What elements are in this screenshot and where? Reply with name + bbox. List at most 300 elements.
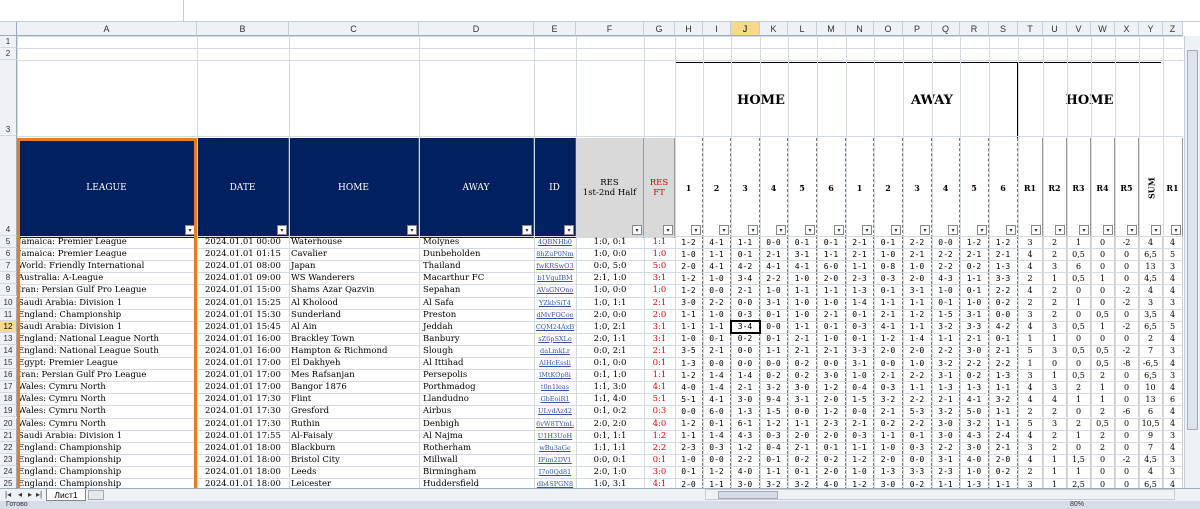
column-header-i[interactable]: I bbox=[703, 22, 731, 36]
home-score-cell[interactable]: 0-0 bbox=[703, 454, 731, 466]
away-score-cell[interactable]: 1-0 bbox=[960, 297, 989, 309]
home-score-cell[interactable]: 1-0 bbox=[760, 284, 788, 296]
away-team-cell[interactable]: Slough bbox=[423, 345, 454, 356]
rating-cell[interactable]: -2 bbox=[1115, 284, 1139, 296]
row-header-18[interactable]: 18 bbox=[0, 393, 17, 405]
home-score-cell[interactable]: 1-0 bbox=[675, 454, 703, 466]
home-score-cell[interactable]: 0-1 bbox=[760, 333, 788, 345]
date-cell[interactable]: 2024.01.01 17:30 bbox=[205, 418, 281, 429]
away-score-cell[interactable]: 3-0 bbox=[932, 430, 960, 442]
home-score-cell[interactable]: 3-5 bbox=[675, 345, 703, 357]
halves-result-cell[interactable]: 1:0, 0:1 bbox=[593, 237, 627, 247]
rating-cell[interactable]: 4,5 bbox=[1139, 272, 1163, 284]
away-score-cell[interactable]: 2-2 bbox=[903, 236, 932, 248]
away-score-cell[interactable]: 3-1 bbox=[903, 284, 932, 296]
away-score-cell[interactable]: 4-3 bbox=[960, 430, 989, 442]
fulltime-result-cell[interactable]: 3:1 bbox=[652, 273, 667, 284]
home-score-cell[interactable]: 4-1 bbox=[703, 260, 731, 272]
home-score-cell[interactable]: 1-1 bbox=[817, 284, 846, 296]
rating-cell[interactable]: 2 bbox=[1043, 297, 1067, 309]
home-score-cell[interactable]: 0-1 bbox=[817, 442, 846, 454]
away-score-cell[interactable]: 4-2 bbox=[989, 321, 1018, 333]
away-score-cell[interactable]: 2-2 bbox=[932, 248, 960, 260]
home-score-cell[interactable]: 2-0 bbox=[675, 478, 703, 488]
home-score-cell[interactable]: 1-2 bbox=[703, 466, 731, 478]
rating-cell[interactable]: 0 bbox=[1115, 430, 1139, 442]
home-score-cell[interactable]: 0-0 bbox=[731, 345, 760, 357]
rating-cell[interactable]: 13 bbox=[1139, 260, 1163, 272]
home-team-cell[interactable]: Hampton & Richmond bbox=[291, 345, 388, 356]
home-score-cell[interactable]: 4-1 bbox=[788, 260, 817, 272]
home-score-cell[interactable]: 0-0 bbox=[675, 405, 703, 417]
rating-cell[interactable]: 4 bbox=[1163, 405, 1183, 417]
home-score-cell[interactable]: 0-2 bbox=[788, 454, 817, 466]
rating-cell[interactable]: 2 bbox=[1043, 236, 1067, 248]
away-score-cell[interactable]: 1-4 bbox=[903, 333, 932, 345]
league-cell[interactable]: Iran: Persian Gulf Pro League bbox=[18, 285, 147, 296]
halves-result-cell[interactable]: 2:0, 2:0 bbox=[593, 418, 627, 429]
home-score-cell[interactable]: 0-1 bbox=[731, 248, 760, 260]
filter-dropdown-icon[interactable]: ▾ bbox=[748, 225, 758, 235]
away-score-cell[interactable]: 2-1 bbox=[932, 393, 960, 405]
league-cell[interactable]: Australia: A-League bbox=[18, 273, 104, 284]
fulltime-result-cell[interactable]: 1:1 bbox=[652, 237, 667, 247]
rating-cell[interactable]: 0 bbox=[1115, 309, 1139, 321]
match-id-link[interactable]: ULvdAz42 bbox=[537, 407, 573, 416]
fulltime-result-cell[interactable]: 1:1 bbox=[652, 370, 667, 381]
away-score-cell[interactable]: 0-0 bbox=[846, 405, 874, 417]
rating-cell[interactable]: 1 bbox=[1067, 297, 1091, 309]
rating-cell[interactable]: 2 bbox=[1018, 272, 1043, 284]
away-score-cell[interactable]: 2-1 bbox=[874, 405, 903, 417]
date-cell[interactable]: 2024.01.01 17:30 bbox=[205, 406, 281, 417]
halves-result-cell[interactable]: 2:0, 1:0 bbox=[593, 466, 627, 477]
away-team-cell[interactable]: Jeddah bbox=[423, 321, 453, 332]
match-id-link[interactable]: lMtKOp8i bbox=[539, 371, 571, 380]
fulltime-result-cell[interactable]: 0:1 bbox=[652, 454, 667, 465]
away-score-cell[interactable]: 2-1 bbox=[846, 236, 874, 248]
row-header-22[interactable]: 22 bbox=[0, 442, 17, 454]
halves-result-cell[interactable]: 0:1, 1:0 bbox=[593, 370, 627, 381]
rating-cell[interactable]: 4 bbox=[1018, 248, 1043, 260]
home-score-cell[interactable]: 1-1 bbox=[760, 466, 788, 478]
rating-cell[interactable]: 7 bbox=[1139, 442, 1163, 454]
rating-cell[interactable]: 1 bbox=[1091, 272, 1115, 284]
halves-result-cell[interactable]: 0:1, 0:0 bbox=[593, 358, 627, 368]
halves-result-cell[interactable]: 1:0, 0:0 bbox=[593, 249, 627, 260]
zoom-level[interactable]: 80% bbox=[1070, 501, 1085, 508]
away-score-cell[interactable]: 1-3 bbox=[874, 466, 903, 478]
rating-cell[interactable]: 3 bbox=[1043, 345, 1067, 357]
rating-cell[interactable]: 1 bbox=[1043, 333, 1067, 345]
rating-cell[interactable]: 2,5 bbox=[1067, 478, 1091, 488]
away-score-cell[interactable]: 1-2 bbox=[874, 333, 903, 345]
league-cell[interactable]: England: Championship bbox=[18, 454, 122, 465]
row-header-17[interactable]: 17 bbox=[0, 381, 17, 393]
away-team-cell[interactable]: Al Najma bbox=[423, 430, 463, 441]
home-score-cell[interactable]: 0-1 bbox=[760, 454, 788, 466]
league-cell[interactable]: England: Championship bbox=[18, 466, 122, 477]
rating-cell[interactable]: 1,5 bbox=[1067, 454, 1091, 466]
league-cell[interactable]: England: Championship bbox=[18, 442, 122, 453]
home-score-cell[interactable]: 2-1 bbox=[731, 284, 760, 296]
away-score-cell[interactable]: 3-0 bbox=[932, 418, 960, 430]
home-score-cell[interactable]: 3-0 bbox=[731, 478, 760, 488]
rating-cell[interactable]: 4 bbox=[1139, 284, 1163, 296]
home-score-cell[interactable]: 2-2 bbox=[760, 272, 788, 284]
home-score-cell[interactable]: 5-1 bbox=[675, 393, 703, 405]
away-score-cell[interactable]: 0-3 bbox=[846, 430, 874, 442]
away-score-cell[interactable]: 3-0 bbox=[960, 442, 989, 454]
home-team-cell[interactable]: Bristol City bbox=[291, 454, 340, 465]
away-score-cell[interactable]: 3-3 bbox=[903, 466, 932, 478]
rating-cell[interactable]: 3 bbox=[1163, 466, 1183, 478]
rating-cell[interactable]: 4 bbox=[1139, 466, 1163, 478]
rating-cell[interactable]: 4 bbox=[1163, 357, 1183, 369]
rating-cell[interactable]: 4 bbox=[1163, 442, 1183, 454]
row-header-19[interactable]: 19 bbox=[0, 405, 17, 417]
away-score-cell[interactable]: 4-1 bbox=[874, 321, 903, 333]
away-score-cell[interactable]: 2-2 bbox=[903, 418, 932, 430]
rating-cell[interactable]: 1 bbox=[1043, 454, 1067, 466]
date-cell[interactable]: 2024.01.01 01:15 bbox=[205, 249, 281, 260]
away-score-cell[interactable]: 1-2 bbox=[903, 309, 932, 321]
rating-cell[interactable]: 0 bbox=[1115, 248, 1139, 260]
away-score-cell[interactable]: 1-3 bbox=[960, 478, 989, 488]
home-score-cell[interactable]: 1-4 bbox=[703, 430, 731, 442]
rating-cell[interactable]: 0 bbox=[1067, 442, 1091, 454]
rating-cell[interactable]: 1 bbox=[1091, 381, 1115, 393]
away-score-cell[interactable]: 3-1 bbox=[846, 357, 874, 369]
away-score-cell[interactable]: 1-4 bbox=[846, 297, 874, 309]
select-all-corner[interactable] bbox=[0, 22, 17, 36]
rating-cell[interactable]: 0 bbox=[1067, 357, 1091, 369]
rating-cell[interactable]: 2 bbox=[1043, 405, 1067, 417]
rating-cell[interactable]: 6,5 bbox=[1139, 478, 1163, 488]
match-id-link[interactable]: IFim2DV1 bbox=[538, 455, 572, 464]
halves-result-cell[interactable]: 0:1, 1:1 bbox=[593, 430, 627, 441]
rating-cell[interactable]: 3 bbox=[1163, 369, 1183, 381]
home-score-cell[interactable]: 2-0 bbox=[817, 466, 846, 478]
away-score-cell[interactable]: 0-4 bbox=[846, 381, 874, 393]
match-id-link[interactable]: AlHcEssli bbox=[539, 359, 571, 367]
filter-dropdown-icon[interactable]: ▾ bbox=[1031, 225, 1041, 235]
league-cell[interactable]: Jamaica: Premier League bbox=[18, 249, 127, 260]
rating-cell[interactable]: 0 bbox=[1115, 478, 1139, 488]
match-id-link[interactable]: CQM24AxB bbox=[535, 322, 575, 331]
rating-cell[interactable]: 2 bbox=[1043, 284, 1067, 296]
filter-dropdown-icon[interactable]: ▾ bbox=[719, 225, 729, 235]
away-score-cell[interactable]: 1-2 bbox=[989, 236, 1018, 248]
away-score-cell[interactable]: 0-1 bbox=[903, 430, 932, 442]
rating-cell[interactable]: 10,5 bbox=[1139, 418, 1163, 430]
rating-cell[interactable]: 6,5 bbox=[1139, 369, 1163, 381]
home-score-cell[interactable]: 1-1 bbox=[731, 236, 760, 248]
rating-cell[interactable]: 4 bbox=[1163, 284, 1183, 296]
filter-dropdown-icon[interactable]: ▾ bbox=[891, 225, 901, 235]
away-score-cell[interactable]: 0-2 bbox=[989, 297, 1018, 309]
filter-dropdown-icon[interactable]: ▾ bbox=[862, 225, 872, 235]
home-score-cell[interactable]: 0-0 bbox=[760, 236, 788, 248]
away-score-cell[interactable]: 1-1 bbox=[932, 478, 960, 488]
fulltime-result-cell[interactable]: 2:0 bbox=[652, 309, 667, 320]
away-score-cell[interactable]: 4-1 bbox=[960, 393, 989, 405]
rating-cell[interactable]: 0,5 bbox=[1091, 418, 1115, 430]
away-score-cell[interactable]: 2-1 bbox=[960, 333, 989, 345]
home-score-cell[interactable]: 1-1 bbox=[788, 321, 817, 333]
row-header-2[interactable]: 2 bbox=[0, 48, 17, 60]
home-score-cell[interactable]: 1-1 bbox=[788, 284, 817, 296]
rating-cell[interactable]: 6 bbox=[1067, 260, 1091, 272]
fulltime-result-cell[interactable]: 0:1 bbox=[652, 358, 667, 368]
home-team-cell[interactable]: Mes Rafsanjan bbox=[291, 370, 355, 381]
row-header-7[interactable]: 7 bbox=[0, 260, 17, 272]
filter-dropdown-icon[interactable]: ▾ bbox=[407, 225, 417, 235]
row-header-6[interactable]: 6 bbox=[0, 248, 17, 260]
home-score-cell[interactable]: 0-1 bbox=[788, 466, 817, 478]
fulltime-result-cell[interactable]: 2:2 bbox=[652, 442, 667, 453]
away-score-cell[interactable]: 0-0 bbox=[989, 309, 1018, 321]
row-header-16[interactable]: 16 bbox=[0, 369, 17, 381]
rating-cell[interactable]: 0 bbox=[1067, 284, 1091, 296]
column-header-d[interactable]: D bbox=[419, 22, 534, 36]
formula-input[interactable] bbox=[186, 0, 1200, 21]
home-score-cell[interactable]: 2-1 bbox=[788, 442, 817, 454]
rating-cell[interactable]: 13 bbox=[1139, 393, 1163, 405]
match-id-link[interactable]: YZkbSiT4 bbox=[539, 298, 571, 307]
home-score-cell[interactable]: 4-3 bbox=[731, 430, 760, 442]
home-score-cell[interactable]: 2-3 bbox=[817, 418, 846, 430]
away-score-cell[interactable]: 2-2 bbox=[960, 357, 989, 369]
away-team-cell[interactable]: Molynes bbox=[423, 237, 460, 247]
rating-cell[interactable]: 0,5 bbox=[1067, 345, 1091, 357]
home-team-cell[interactable]: WS Wanderers bbox=[291, 273, 355, 284]
home-score-cell[interactable]: 1-2 bbox=[817, 381, 846, 393]
league-cell[interactable]: England: Championship bbox=[18, 479, 122, 488]
rating-cell[interactable]: 0 bbox=[1067, 405, 1091, 417]
home-score-cell[interactable]: 0-2 bbox=[731, 333, 760, 345]
rating-cell[interactable]: 1 bbox=[1091, 321, 1115, 333]
home-score-cell[interactable]: 1-2 bbox=[675, 272, 703, 284]
home-score-cell[interactable]: 3-4 bbox=[731, 321, 760, 333]
home-score-cell[interactable]: 1-0 bbox=[703, 272, 731, 284]
away-score-cell[interactable]: 1-1 bbox=[989, 381, 1018, 393]
away-team-cell[interactable]: Al Safa bbox=[423, 297, 454, 308]
row-header-11[interactable]: 11 bbox=[0, 309, 17, 321]
rating-cell[interactable]: 1 bbox=[1043, 466, 1067, 478]
away-score-cell[interactable]: 0-1 bbox=[932, 297, 960, 309]
away-score-cell[interactable]: 2-2 bbox=[932, 260, 960, 272]
home-score-cell[interactable]: 0-1 bbox=[675, 466, 703, 478]
home-score-cell[interactable]: 2-1 bbox=[817, 345, 846, 357]
rating-cell[interactable]: 3 bbox=[1163, 430, 1183, 442]
date-cell[interactable]: 2024.01.01 15:45 bbox=[205, 321, 281, 332]
halves-result-cell[interactable]: 1:0, 1:1 bbox=[593, 297, 627, 308]
away-score-cell[interactable]: 1-2 bbox=[960, 236, 989, 248]
rating-cell[interactable]: 7 bbox=[1139, 345, 1163, 357]
rating-cell[interactable]: 0 bbox=[1115, 466, 1139, 478]
away-team-cell[interactable]: Sepahan bbox=[423, 285, 461, 296]
row-header-1[interactable]: 1 bbox=[0, 36, 17, 48]
rating-cell[interactable]: -2 bbox=[1115, 345, 1139, 357]
away-score-cell[interactable]: 0-3 bbox=[846, 321, 874, 333]
home-score-cell[interactable]: 2-2 bbox=[731, 454, 760, 466]
filter-dropdown-icon[interactable]: ▾ bbox=[632, 225, 642, 235]
filter-dropdown-icon[interactable]: ▾ bbox=[920, 225, 930, 235]
date-cell[interactable]: 2024.01.01 17:30 bbox=[205, 394, 281, 405]
match-id-link[interactable]: 8hZuP0Nm bbox=[536, 250, 574, 259]
home-score-cell[interactable]: 2-1 bbox=[788, 333, 817, 345]
rating-cell[interactable]: 9 bbox=[1139, 430, 1163, 442]
away-team-cell[interactable]: Thailand bbox=[423, 261, 461, 272]
home-score-cell[interactable]: 2-1 bbox=[760, 248, 788, 260]
rating-cell[interactable]: 4 bbox=[1163, 309, 1183, 321]
away-score-cell[interactable]: 0-1 bbox=[989, 333, 1018, 345]
rating-cell[interactable]: 1 bbox=[1067, 393, 1091, 405]
home-score-cell[interactable]: 1-2 bbox=[731, 442, 760, 454]
rating-cell[interactable]: 2 bbox=[1067, 418, 1091, 430]
away-score-cell[interactable]: 1-3 bbox=[846, 284, 874, 296]
rating-cell[interactable]: 0 bbox=[1091, 478, 1115, 488]
away-score-cell[interactable]: 0-3 bbox=[874, 272, 903, 284]
rating-cell[interactable]: 3 bbox=[1018, 478, 1043, 488]
row-header-9[interactable]: 9 bbox=[0, 284, 17, 296]
fulltime-result-cell[interactable]: 3:1 bbox=[652, 321, 667, 332]
rating-cell[interactable]: 3 bbox=[1018, 309, 1043, 321]
home-score-cell[interactable]: 6-1 bbox=[731, 418, 760, 430]
away-score-cell[interactable]: 0-3 bbox=[874, 381, 903, 393]
home-score-cell[interactable]: 3-2 bbox=[788, 478, 817, 488]
away-score-cell[interactable]: 2-2 bbox=[932, 345, 960, 357]
home-score-cell[interactable]: 1-2 bbox=[760, 418, 788, 430]
match-id-link[interactable]: sZ6pSXLe bbox=[538, 334, 572, 343]
fulltime-result-cell[interactable]: 1:0 bbox=[652, 249, 667, 260]
home-score-cell[interactable]: 0-1 bbox=[817, 236, 846, 248]
home-score-cell[interactable]: 0-0 bbox=[703, 284, 731, 296]
halves-result-cell[interactable]: 0:0, 0:1 bbox=[593, 454, 627, 465]
date-cell[interactable]: 2024.01.01 00:00 bbox=[205, 237, 281, 247]
halves-result-cell[interactable]: 0:0, 2:1 bbox=[593, 345, 627, 356]
rating-cell[interactable]: -6,5 bbox=[1139, 357, 1163, 369]
vertical-scroll-thumb[interactable] bbox=[1187, 50, 1198, 430]
away-score-cell[interactable]: 0-0 bbox=[874, 357, 903, 369]
match-id-link[interactable]: db4SPGN8 bbox=[536, 480, 574, 488]
rating-cell[interactable]: 0 bbox=[1091, 333, 1115, 345]
away-score-cell[interactable]: 3-2 bbox=[932, 357, 960, 369]
date-cell[interactable]: 2024.01.01 17:00 bbox=[205, 358, 281, 368]
rating-cell[interactable]: 0 bbox=[1067, 309, 1091, 321]
rating-cell[interactable]: 3 bbox=[1018, 369, 1043, 381]
rating-cell[interactable]: 4 bbox=[1163, 381, 1183, 393]
away-score-cell[interactable]: 0-8 bbox=[874, 260, 903, 272]
league-cell[interactable]: England: Championship bbox=[18, 309, 122, 320]
rating-cell[interactable]: -2 bbox=[1115, 454, 1139, 466]
row-header-15[interactable]: 15 bbox=[0, 357, 17, 369]
away-score-cell[interactable]: 1-0 bbox=[846, 369, 874, 381]
rating-cell[interactable]: 0 bbox=[1091, 466, 1115, 478]
home-score-cell[interactable]: 2-0 bbox=[788, 430, 817, 442]
halves-result-cell[interactable]: 1:0, 2:1 bbox=[593, 321, 627, 332]
away-score-cell[interactable]: 3-2 bbox=[932, 321, 960, 333]
away-score-cell[interactable]: 0-2 bbox=[989, 466, 1018, 478]
away-score-cell[interactable]: 3-0 bbox=[874, 478, 903, 488]
column-header-p[interactable]: P bbox=[903, 22, 932, 36]
filter-dropdown-icon[interactable]: ▾ bbox=[977, 225, 987, 235]
column-header-c[interactable]: C bbox=[289, 22, 419, 36]
home-score-cell[interactable]: 3-1 bbox=[788, 393, 817, 405]
column-header-o[interactable]: O bbox=[874, 22, 903, 36]
away-score-cell[interactable]: 4-0 bbox=[960, 454, 989, 466]
home-score-cell[interactable]: 3-0 bbox=[731, 393, 760, 405]
home-score-cell[interactable]: 1-1 bbox=[760, 345, 788, 357]
spreadsheet-grid[interactable] bbox=[17, 36, 1183, 488]
column-header-q[interactable]: Q bbox=[932, 22, 960, 36]
date-cell[interactable]: 2024.01.01 15:25 bbox=[205, 297, 281, 308]
home-score-cell[interactable]: 2-1 bbox=[817, 309, 846, 321]
away-score-cell[interactable]: 2-0 bbox=[874, 345, 903, 357]
away-team-cell[interactable]: Macarthur FC bbox=[423, 273, 485, 284]
date-cell[interactable]: 2024.01.01 08:00 bbox=[205, 261, 281, 272]
rating-cell[interactable]: 3 bbox=[1043, 381, 1067, 393]
rating-cell[interactable]: 5 bbox=[1018, 418, 1043, 430]
rating-cell[interactable]: 0 bbox=[1115, 260, 1139, 272]
home-score-cell[interactable]: 1-1 bbox=[703, 478, 731, 488]
rating-cell[interactable]: 1 bbox=[1067, 236, 1091, 248]
column-header-n[interactable]: N bbox=[846, 22, 874, 36]
away-score-cell[interactable]: 3-3 bbox=[960, 321, 989, 333]
away-score-cell[interactable]: 1-1 bbox=[960, 272, 989, 284]
away-score-cell[interactable]: 0-1 bbox=[960, 284, 989, 296]
away-score-cell[interactable]: 2-2 bbox=[989, 284, 1018, 296]
rating-cell[interactable]: 4 bbox=[1043, 393, 1067, 405]
away-team-cell[interactable]: Birmingham bbox=[423, 466, 477, 477]
halves-result-cell[interactable]: 1:0, 3:1 bbox=[593, 479, 627, 488]
filter-dropdown-icon[interactable]: ▾ bbox=[1079, 225, 1089, 235]
away-score-cell[interactable]: 0-2 bbox=[874, 418, 903, 430]
halves-result-cell[interactable]: 1:1, 3:0 bbox=[593, 382, 627, 393]
away-score-cell[interactable]: 2-2 bbox=[903, 393, 932, 405]
rating-cell[interactable]: 2 bbox=[1018, 297, 1043, 309]
home-team-cell[interactable]: Flint bbox=[291, 394, 312, 405]
away-score-cell[interactable]: 1-1 bbox=[903, 381, 932, 393]
rating-cell[interactable]: 3,5 bbox=[1139, 309, 1163, 321]
home-score-cell[interactable]: 1-0 bbox=[788, 272, 817, 284]
away-score-cell[interactable]: 3-3 bbox=[846, 345, 874, 357]
column-header-y[interactable]: Y bbox=[1139, 22, 1163, 36]
rating-cell[interactable]: 6 bbox=[1163, 393, 1183, 405]
home-score-cell[interactable]: 0-0 bbox=[817, 357, 846, 369]
filter-dropdown-icon[interactable]: ▾ bbox=[1006, 225, 1016, 235]
home-score-cell[interactable]: 1-1 bbox=[675, 430, 703, 442]
away-score-cell[interactable]: 1-1 bbox=[846, 260, 874, 272]
rating-cell[interactable]: 0,5 bbox=[1091, 309, 1115, 321]
home-score-cell[interactable]: 1-1 bbox=[788, 418, 817, 430]
away-score-cell[interactable]: 3-0 bbox=[960, 345, 989, 357]
rating-cell[interactable]: 2 bbox=[1091, 405, 1115, 417]
league-cell[interactable]: Wales: Cymru North bbox=[18, 382, 106, 393]
home-team-cell[interactable]: Blackburn bbox=[291, 442, 336, 453]
away-score-cell[interactable]: 1-1 bbox=[846, 442, 874, 454]
halves-result-cell[interactable]: 0:1, 0:2 bbox=[593, 406, 627, 417]
away-score-cell[interactable]: 1-5 bbox=[932, 309, 960, 321]
away-score-cell[interactable]: 1-0 bbox=[874, 442, 903, 454]
rating-cell[interactable]: 3 bbox=[1163, 454, 1183, 466]
away-score-cell[interactable]: 1-1 bbox=[903, 297, 932, 309]
fulltime-result-cell[interactable]: 3:1 bbox=[652, 333, 667, 344]
halves-result-cell[interactable]: 1:1, 4:0 bbox=[593, 394, 627, 405]
home-score-cell[interactable]: 4-1 bbox=[760, 260, 788, 272]
column-header-u[interactable]: U bbox=[1043, 22, 1067, 36]
